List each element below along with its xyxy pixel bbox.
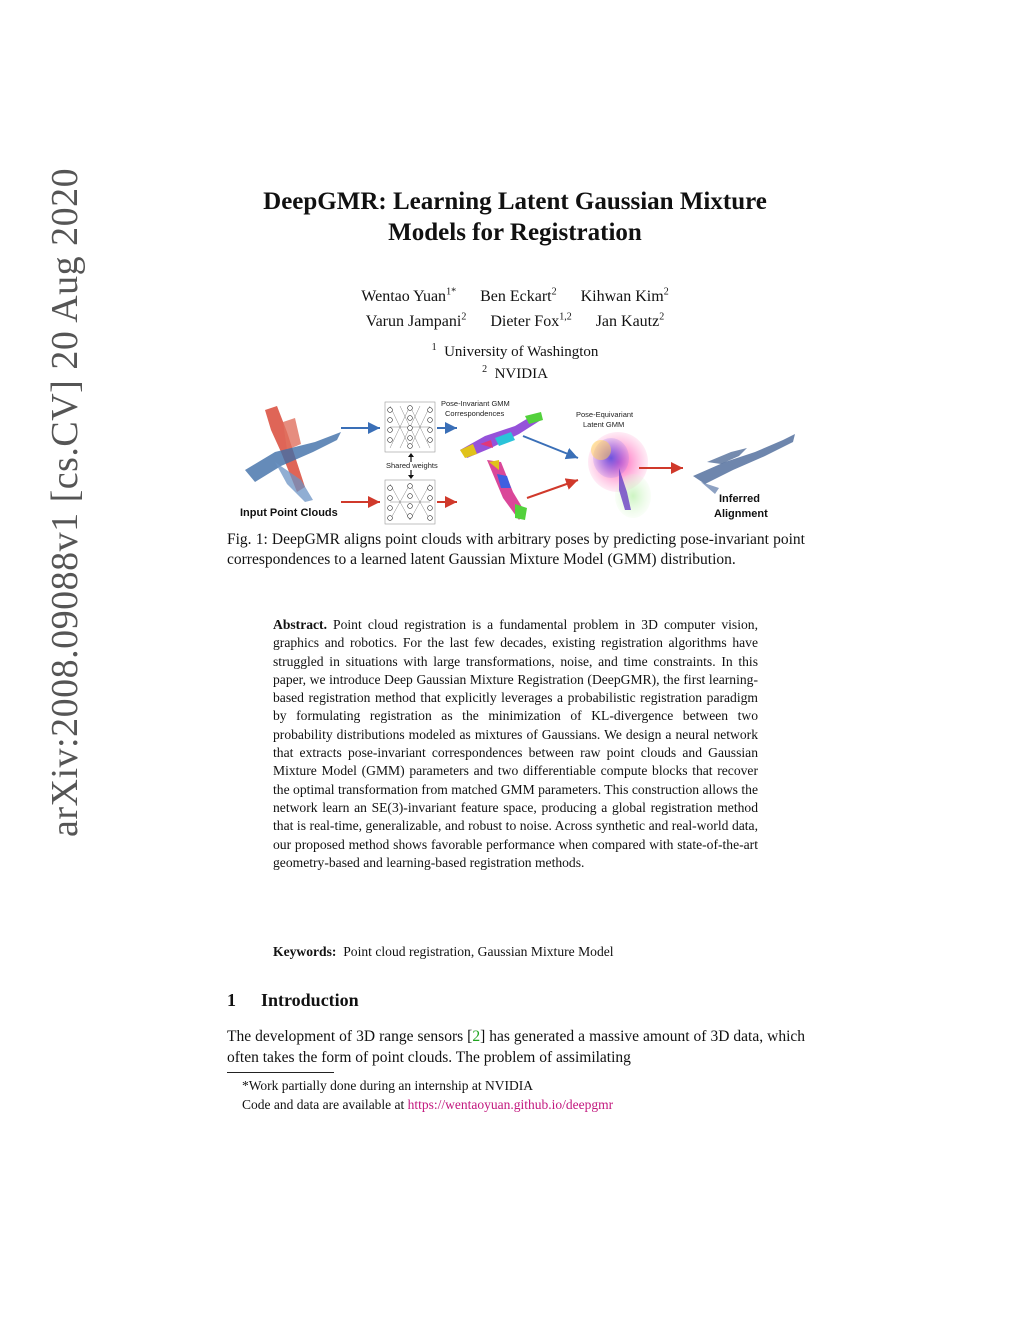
affiliation-2: $^2$ NVIDIA	[482, 364, 548, 382]
footnote-rule	[227, 1072, 334, 1073]
arxiv-identifier: arXiv:2008.09088v1 [cs.CV] 20 Aug 2020	[44, 167, 86, 837]
figure-caption: Fig. 1: DeepGMR aligns point clouds with arbitrary poses by predicting pose-invariant point correspondences to a learned latent Gaussian Mixture Model (GMM) distribution.	[227, 531, 805, 568]
intro-paragraph: The development of 3D range sensors [2] has generated a massive amount of 3D data, which often takes the form of point clouds. The problem of assimilating	[227, 1028, 806, 1066]
abstract	[273, 616, 758, 872]
section-heading	[227, 990, 359, 1011]
arrow-blue-3	[523, 436, 578, 458]
network-top	[385, 402, 435, 452]
label-correspondences-2: Correspondences	[445, 409, 505, 418]
abstract-label: Abstract.	[273, 617, 327, 632]
title-line-2: Models for Registration	[388, 219, 642, 246]
keywords-label: Keywords:	[273, 944, 337, 959]
author: Kihwan Kim$^2$	[580, 287, 669, 306]
keywords	[273, 944, 758, 960]
author: Jan Kautz$^2$	[595, 311, 665, 330]
label-correspondences-1: Pose-Invariant GMM	[441, 399, 510, 408]
author: Wentao Yuan$^{1*}$	[361, 287, 457, 306]
correspondence-cloud-bottom	[487, 460, 527, 520]
label-equivariant-1: Pose-Equivariant	[576, 410, 634, 419]
section-title: Introduction	[261, 990, 359, 1010]
author-row-2	[220, 307, 810, 331]
footnote-1: *Work partially done during an internship at NVIDIA	[242, 1078, 533, 1093]
citation-link[interactable]: 2	[472, 1028, 481, 1045]
affiliations	[300, 339, 730, 383]
network-bottom	[385, 480, 435, 524]
author: Ben Eckart$^2$	[480, 287, 557, 306]
arrow-red-3	[527, 480, 578, 498]
code-link[interactable]: https://wentaoyuan.github.io/deepgmr	[407, 1097, 614, 1112]
inferred-alignment-cloud	[693, 434, 795, 494]
label-inferred-2: Alignment	[714, 508, 768, 520]
author-list	[220, 283, 810, 332]
abstract-text: Point cloud registration is a fundamental problem in 3D computer vision, graphics and robotics. For the last few decades, existing registration algorithms have struggled in situations with large transformations, noise, and time constraints. In this paper, we introduce Deep Gaussian Mixture Registration (DeepGMR), the first learning-based registration method that explicitly leverages a probabilistic registration paradigm by formulating registration as the minimization of KL-divergence between two probability distributions modeled as mixtures of Gaussians. We design a neural network that extracts pose-invariant correspondences between raw point clouds and Gaussian Mixture Model (GMM) parameters and two differentiable compute blocks that recover the optimal transformation from matched GMM parameters. This construction allows the network learn an SE(3)-invariant feature space, producing a global registration method that is real-time, generalizable, and robust to noise. Across synthetic and real-world data, our proposed method shows favorable performance when compared with state-of-the-art geometry-based and learning-based registration methods.	[273, 617, 758, 870]
correspondence-cloud-top	[460, 412, 543, 458]
author: Dieter Fox$^{1,2}$	[490, 311, 572, 330]
figure-1-diagram	[235, 392, 805, 527]
label-equivariant-2: Latent GMM	[583, 420, 625, 429]
footnote-2: Code and data are available at https://wentaoyuan.github.io/deepgmr	[242, 1097, 614, 1112]
affiliation-1: $^1$ University of Washington	[431, 342, 599, 360]
keywords-text: Point cloud registration, Gaussian Mixture Model	[343, 944, 614, 959]
paper-title	[150, 186, 880, 248]
title-line-1: DeepGMR: Learning Latent Gaussian Mixture	[263, 188, 767, 215]
author: Varun Jampani$^2$	[365, 311, 467, 330]
author-row-1	[220, 283, 810, 307]
label-inferred-1: Inferred	[719, 493, 760, 505]
section-number: 1	[227, 990, 236, 1010]
latent-gmm-visual	[588, 432, 651, 518]
label-shared-weights: Shared weights	[386, 461, 438, 470]
label-input-point-clouds: Input Point Clouds	[240, 507, 338, 519]
